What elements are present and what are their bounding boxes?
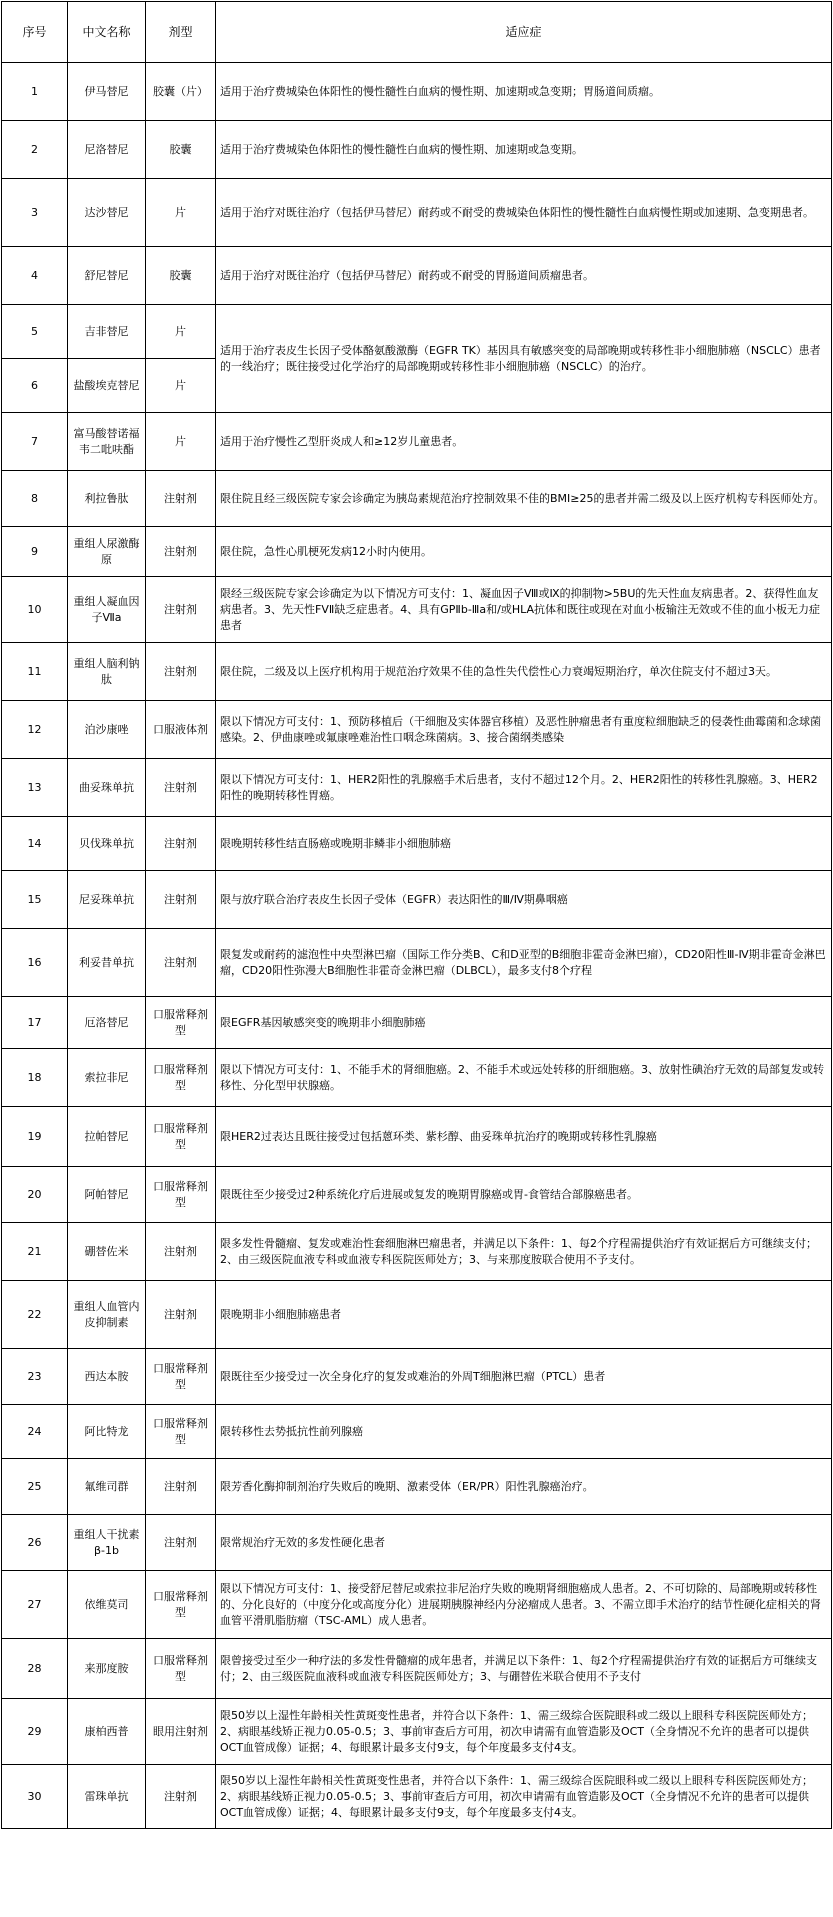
indication: 限以下情况方可支付：1、不能手术的肾细胞癌。2、不能手术或远处转移的肝细胞癌。3、放射性碘治疗无效的局部复发或转移性、分化型甲状腺癌。 <box>216 1049 832 1107</box>
drug-name: 氟维司群 <box>68 1459 146 1515</box>
row-number: 1 <box>2 63 68 121</box>
row-number: 11 <box>2 643 68 701</box>
dosage-form: 胶囊（片） <box>146 63 216 121</box>
drug-name: 泊沙康唑 <box>68 701 146 759</box>
indication: 限以下情况方可支付：1、预防移植后（干细胞及实体器官移植）及恶性肿瘤患者有重度粒细胞缺乏的侵袭性曲霉菌和念球菌感染。2、伊曲康唑或氟康唑难治性口咽念珠菌病。3、接合菌纲类感染 <box>216 701 832 759</box>
table-row <box>2 1571 832 1639</box>
row-number: 2 <box>2 121 68 179</box>
table-row <box>2 1639 832 1699</box>
indication: 限住院，急性心肌梗死发病12小时内使用。 <box>216 527 832 577</box>
drug-name: 雷珠单抗 <box>68 1765 146 1829</box>
table-row <box>2 179 832 247</box>
indication: 限复发或耐药的滤泡性中央型淋巴瘤（国际工作分类B、C和D亚型的B细胞非霍奇金淋巴瘤），CD20阳性Ⅲ-Ⅳ期非霍奇金淋巴瘤，CD20阳性弥漫大B细胞性非霍奇金淋巴瘤（DLBCL），最多支付8个疗程 <box>216 929 832 997</box>
dosage-form: 胶囊 <box>146 247 216 305</box>
drug-name: 阿比特龙 <box>68 1405 146 1459</box>
row-number: 4 <box>2 247 68 305</box>
row-number: 12 <box>2 701 68 759</box>
drug-name: 贝伐珠单抗 <box>68 817 146 871</box>
indication: 限多发性骨髓瘤、复发或难治性套细胞淋巴瘤患者，并满足以下条件：1、每2个疗程需提供治疗有效证据后方可继续支付；2、由三级医院血液专科或血液专科医院医师处方；3、与来那度胺联合使用不予支付。 <box>216 1223 832 1281</box>
dosage-form: 注射剂 <box>146 759 216 817</box>
dosage-form: 眼用注射剂 <box>146 1699 216 1765</box>
table-row <box>2 701 832 759</box>
indication: 限常规治疗无效的多发性硬化患者 <box>216 1515 832 1571</box>
dosage-form: 注射剂 <box>146 643 216 701</box>
drug-table <box>1 1 832 1829</box>
row-number: 19 <box>2 1107 68 1167</box>
dosage-form: 片 <box>146 413 216 471</box>
table-row <box>2 247 832 305</box>
row-number: 22 <box>2 1281 68 1349</box>
indication: 适用于治疗对既往治疗（包括伊马替尼）耐药或不耐受的费城染色体阳性的慢性髓性白血病慢性期或加速期、急变期患者。 <box>216 179 832 247</box>
table-row <box>2 759 832 817</box>
indication: 适用于治疗费城染色体阳性的慢性髓性白血病的慢性期、加速期或急变期；胃肠道间质瘤。 <box>216 63 832 121</box>
drug-name: 厄洛替尼 <box>68 997 146 1049</box>
dosage-form: 胶囊 <box>146 121 216 179</box>
drug-name: 重组人尿激酶原 <box>68 527 146 577</box>
drug-name: 富马酸替诺福韦二吡呋酯 <box>68 413 146 471</box>
table-row <box>2 413 832 471</box>
indication: 限芳香化酶抑制剂治疗失败后的晚期、激素受体（ER/PR）阳性乳腺癌治疗。 <box>216 1459 832 1515</box>
dosage-form: 注射剂 <box>146 929 216 997</box>
indication: 适用于治疗对既往治疗（包括伊马替尼）耐药或不耐受的胃肠道间质瘤患者。 <box>216 247 832 305</box>
indication: 适用于治疗费城染色体阳性的慢性髓性白血病的慢性期、加速期或急变期。 <box>216 121 832 179</box>
row-number: 9 <box>2 527 68 577</box>
dosage-form: 口服常释剂型 <box>146 1405 216 1459</box>
drug-name: 达沙替尼 <box>68 179 146 247</box>
table-row <box>2 1515 832 1571</box>
drug-name: 重组人脑利钠肽 <box>68 643 146 701</box>
row-number: 10 <box>2 577 68 643</box>
drug-name: 康柏西普 <box>68 1699 146 1765</box>
dosage-form: 注射剂 <box>146 817 216 871</box>
dosage-form: 注射剂 <box>146 527 216 577</box>
indication: 限转移性去势抵抗性前列腺癌 <box>216 1405 832 1459</box>
drug-name: 伊马替尼 <box>68 63 146 121</box>
indication: 限既往至少接受过2种系统化疗后进展或复发的晚期胃腺癌或胃-食管结合部腺癌患者。 <box>216 1167 832 1223</box>
dosage-form: 口服液体剂 <box>146 701 216 759</box>
row-number: 17 <box>2 997 68 1049</box>
header-name: 中文名称 <box>68 2 146 63</box>
drug-name: 尼妥珠单抗 <box>68 871 146 929</box>
header-no: 序号 <box>2 2 68 63</box>
indication: 限以下情况方可支付：1、HER2阳性的乳腺癌手术后患者，支付不超过12个月。2、HER2阳性的转移性乳腺癌。3、HER2阳性的晚期转移性胃癌。 <box>216 759 832 817</box>
indication: 限晚期转移性结直肠癌或晚期非鳞非小细胞肺癌 <box>216 817 832 871</box>
table-row <box>2 1349 832 1405</box>
table-row <box>2 643 832 701</box>
row-number: 3 <box>2 179 68 247</box>
drug-name: 舒尼替尼 <box>68 247 146 305</box>
drug-name: 重组人干扰素β-1b <box>68 1515 146 1571</box>
table-row <box>2 1223 832 1281</box>
dosage-form: 口服常释剂型 <box>146 1107 216 1167</box>
dosage-form: 口服常释剂型 <box>146 997 216 1049</box>
header-row <box>2 2 832 63</box>
table-row <box>2 1167 832 1223</box>
indication: 限与放疗联合治疗表皮生长因子受体（EGFR）表达阳性的Ⅲ/Ⅳ期鼻咽癌 <box>216 871 832 929</box>
indication: 限住院，二级及以上医疗机构用于规范治疗效果不佳的急性失代偿性心力衰竭短期治疗，单次住院支付不超过3天。 <box>216 643 832 701</box>
drug-name: 索拉非尼 <box>68 1049 146 1107</box>
table-row <box>2 1049 832 1107</box>
drug-name: 盐酸埃克替尼 <box>68 359 146 413</box>
drug-name: 利妥昔单抗 <box>68 929 146 997</box>
table-row <box>2 471 832 527</box>
row-number: 28 <box>2 1639 68 1699</box>
table-body <box>2 63 832 1829</box>
dosage-form: 注射剂 <box>146 1765 216 1829</box>
row-number: 6 <box>2 359 68 413</box>
dosage-form: 口服常释剂型 <box>146 1049 216 1107</box>
dosage-form: 口服常释剂型 <box>146 1167 216 1223</box>
drug-name: 依维莫司 <box>68 1571 146 1639</box>
indication: 适用于治疗慢性乙型肝炎成人和≥12岁儿童患者。 <box>216 413 832 471</box>
row-number: 5 <box>2 305 68 359</box>
header-indication: 适应症 <box>216 2 832 63</box>
drug-name: 西达本胺 <box>68 1349 146 1405</box>
indication: 限50岁以上湿性年龄相关性黄斑变性患者，并符合以下条件：1、需三级综合医院眼科或二级以上眼科专科医院医师处方；2、病眼基线矫正视力0.05-0.5；3、事前审查后方可用，初次申请需有血管造影及OCT（全身情况不允许的患者可以提供OCT血管成像）证据；4、每眼累计最多支付9支，每个年度最多支付4支。 <box>216 1765 832 1829</box>
table-row <box>2 1765 832 1829</box>
drug-name: 利拉鲁肽 <box>68 471 146 527</box>
header-form: 剂型 <box>146 2 216 63</box>
drug-name: 重组人凝血因子Ⅶa <box>68 577 146 643</box>
dosage-form: 口服常释剂型 <box>146 1639 216 1699</box>
dosage-form: 注射剂 <box>146 1223 216 1281</box>
indication: 限HER2过表达且既往接受过包括蒽环类、紫杉醇、曲妥珠单抗治疗的晚期或转移性乳腺癌 <box>216 1107 832 1167</box>
table-row <box>2 1405 832 1459</box>
row-number: 29 <box>2 1699 68 1765</box>
indication: 限以下情况方可支付：1、接受舒尼替尼或索拉非尼治疗失败的晚期肾细胞癌成人患者。2、不可切除的、局部晚期或转移性的、分化良好的（中度分化或高度分化）进展期胰腺神经内分泌瘤成人患者。3、不需立即手术治疗的结节性硬化症相关的肾血管平滑肌脂肪瘤（TSC-AML）成人患者。 <box>216 1571 832 1639</box>
table-row <box>2 1459 832 1515</box>
row-number: 14 <box>2 817 68 871</box>
drug-name: 拉帕替尼 <box>68 1107 146 1167</box>
dosage-form: 注射剂 <box>146 1459 216 1515</box>
row-number: 24 <box>2 1405 68 1459</box>
row-number: 7 <box>2 413 68 471</box>
indication: 限住院且经三级医院专家会诊确定为胰岛素规范治疗控制效果不佳的BMI≥25的患者并需二级及以上医疗机构专科医师处方。 <box>216 471 832 527</box>
row-number: 21 <box>2 1223 68 1281</box>
table-row <box>2 871 832 929</box>
table-row <box>2 121 832 179</box>
table-row <box>2 997 832 1049</box>
table-row <box>2 817 832 871</box>
table-row <box>2 1699 832 1765</box>
row-number: 30 <box>2 1765 68 1829</box>
indication: 限既往至少接受过一次全身化疗的复发或难治的外周T细胞淋巴瘤（PTCL）患者 <box>216 1349 832 1405</box>
indication: 限EGFR基因敏感突变的晚期非小细胞肺癌 <box>216 997 832 1049</box>
indication: 限经三级医院专家会诊确定为以下情况方可支付：1、凝血因子Ⅷ或Ⅸ的抑制物>5BU的先天性血友病患者。2、获得性血友病患者。3、先天性FVⅡ缺乏症患者。4、具有GPⅡb-Ⅲa和/或HLA抗体和既往或现在对血小板输注无效或不佳的血小板无力症患者 <box>216 577 832 643</box>
row-number: 13 <box>2 759 68 817</box>
table-row <box>2 1107 832 1167</box>
table-row <box>2 527 832 577</box>
table-row <box>2 929 832 997</box>
dosage-form: 注射剂 <box>146 471 216 527</box>
drug-name: 曲妥珠单抗 <box>68 759 146 817</box>
row-number: 18 <box>2 1049 68 1107</box>
dosage-form: 注射剂 <box>146 1281 216 1349</box>
indication: 限曾接受过至少一种疗法的多发性骨髓瘤的成年患者，并满足以下条件：1、每2个疗程需提供治疗有效的证据后方可继续支付；2、由三级医院血液科或血液专科医院医师处方；3、与硼替佐米联合使用不予支付 <box>216 1639 832 1699</box>
row-number: 27 <box>2 1571 68 1639</box>
row-number: 25 <box>2 1459 68 1515</box>
table-row <box>2 305 832 359</box>
drug-name: 来那度胺 <box>68 1639 146 1699</box>
drug-name: 吉非替尼 <box>68 305 146 359</box>
dosage-form: 口服常释剂型 <box>146 1571 216 1639</box>
indication: 适用于治疗表皮生长因子受体酪氨酸激酶（EGFR TK）基因具有敏感突变的局部晚期或转移性非小细胞肺癌（NSCLC）患者的一线治疗；既往接受过化学治疗的局部晚期或转移性非小细胞肺癌（NSCLC）的治疗。 <box>216 305 832 413</box>
table-row <box>2 1281 832 1349</box>
dosage-form: 注射剂 <box>146 871 216 929</box>
dosage-form: 注射剂 <box>146 577 216 643</box>
drug-name: 硼替佐米 <box>68 1223 146 1281</box>
indication: 限晚期非小细胞肺癌患者 <box>216 1281 832 1349</box>
row-number: 26 <box>2 1515 68 1571</box>
drug-name: 尼洛替尼 <box>68 121 146 179</box>
dosage-form: 口服常释剂型 <box>146 1349 216 1405</box>
dosage-form: 片 <box>146 359 216 413</box>
dosage-form: 注射剂 <box>146 1515 216 1571</box>
table-row <box>2 63 832 121</box>
row-number: 23 <box>2 1349 68 1405</box>
drug-name: 重组人血管内皮抑制素 <box>68 1281 146 1349</box>
row-number: 20 <box>2 1167 68 1223</box>
row-number: 8 <box>2 471 68 527</box>
row-number: 15 <box>2 871 68 929</box>
row-number: 16 <box>2 929 68 997</box>
drug-name: 阿帕替尼 <box>68 1167 146 1223</box>
indication: 限50岁以上湿性年龄相关性黄斑变性患者，并符合以下条件：1、需三级综合医院眼科或二级以上眼科专科医院医师处方；2、病眼基线矫正视力0.05-0.5；3、事前审查后方可用，初次申请需有血管造影及OCT（全身情况不允许的患者可以提供OCT血管成像）证据；4、每眼累计最多支付9支，每个年度最多支付4支。 <box>216 1699 832 1765</box>
dosage-form: 片 <box>146 305 216 359</box>
dosage-form: 片 <box>146 179 216 247</box>
table-row <box>2 577 832 643</box>
